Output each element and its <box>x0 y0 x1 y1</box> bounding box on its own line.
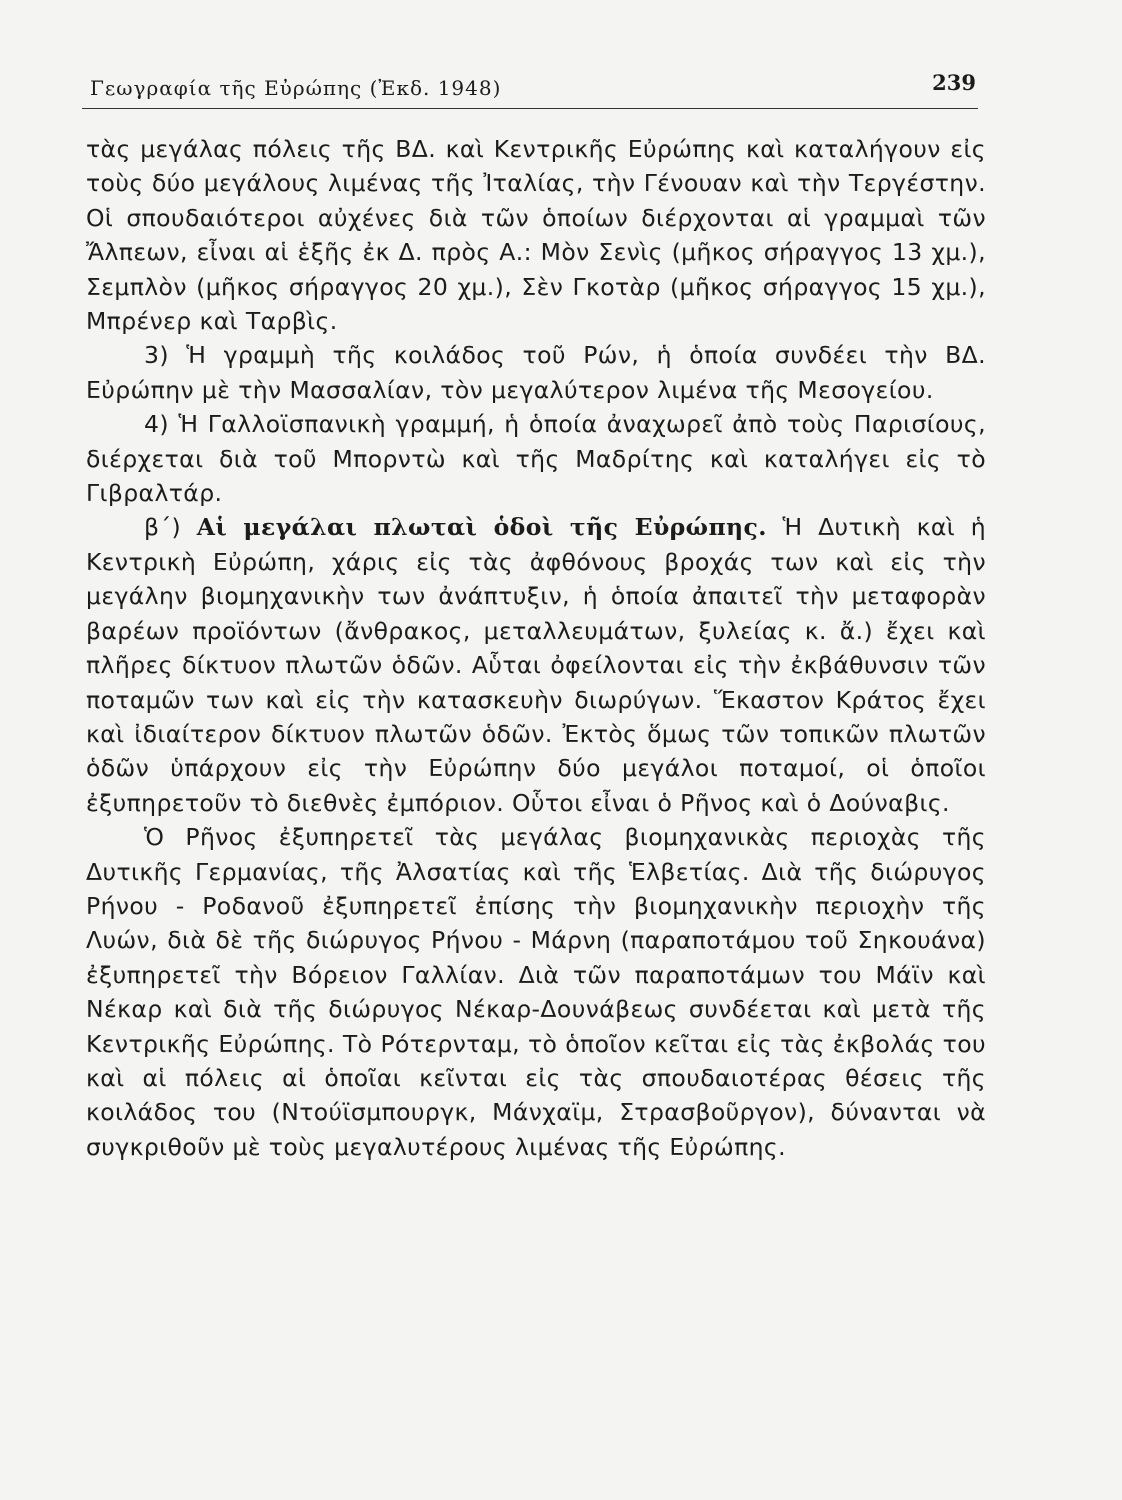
page-number: 239 <box>932 70 976 95</box>
section-heading: Αἱ μεγάλαι πλωταὶ ὁδοὶ τῆς Εὐρώπης. <box>196 513 767 542</box>
paragraph-4 <box>86 510 986 820</box>
running-title: Γεωγραφία τῆς Εὐρώπης (Ἐκδ. 1948) <box>90 76 502 100</box>
section-marker: β΄) <box>144 513 197 542</box>
paragraph-5: Ὁ Ρῆνος ἐξυπηρετεῖ τὰς μεγάλας βιομηχανικὰς περιοχὰς τῆς Δυτικῆς Γερμανίας, τῆς Ἀλσατίας καὶ τῆς Ἑλβετίας. Διὰ τῆς διώρυγος Ρήνου - Ροδανοῦ ἐξυπηρετεῖ ἐπίσης τὴν βιομηχανικὴν περιοχὴν τῆς Λυών, διὰ δὲ τῆς διώρυγος Ρήνου - Μάρνη (παραποτάμου τοῦ Σηκουάνα) ἐξυπηρετεῖ τὴν Βόρειον Γαλλίαν. Διὰ τῶν παραποτάμων του Μάϊν καὶ Νέκαρ καὶ διὰ τῆς διώρυγος Νέκαρ-Δουνάβεως συνδέεται καὶ μετὰ τῆς Κεντρικῆς Εὐρώπης. Τὸ Ρότερνταμ, τὸ ὁποῖον κεῖται εἰς τὰς ἐκβολάς του καὶ αἱ πόλεις αἱ ὁποῖαι κεῖνται εἰς τὰς σπουδαιοτέρας θέσεις τῆς κοιλάδος του (Ντούϊσμπουργκ, Μάνχαϊμ, Στρασβοῦργον), δύνανται νὰ συγκριθοῦν μὲ τοὺς μεγαλυτέρους λιμένας τῆς Εὐρώπης. <box>86 823 986 1161</box>
paragraph-4-text: Ἡ Δυτικὴ καὶ ἡ Κεντρικὴ Εὐρώπη, χάρις εἰς τὰς ἀφθόνους βροχάς των καὶ εἰς τὴν μεγάλην βιομηχανικὴν των ἀνάπτυξιν, ἡ ὁποία ἀπαιτεῖ τὴν μεταφορὰν βαρέων προϊόντων (ἄνθρακος, μεταλλευμάτων, ξυλείας κ. ἄ.) ἔχει καὶ πλῆρες δίκτυον πλωτῶν ὁδῶν. Αὗται ὀφείλονται εἰς τὴν ἐκβάθυνσιν τῶν ποταμῶν των καὶ εἰς τὴν κατασκευὴν διωρύγων. Ἕκαστον Κράτος ἔχει καὶ ἰδιαίτερον δίκτυον πλωτῶν ὁδῶν. Ἐκτὸς ὅμως τῶν τοπικῶν πλωτῶν ὁδῶν ὑπάρχουν εἰς τὴν Εὐρώπην δύο μεγάλοι ποταμοί, οἱ ὁποῖοι ἐξυπηρετοῦν τὸ διεθνὲς ἐμπόριον. Οὗτοι εἶναι ὁ Ρῆνος καὶ ὁ Δούναβις. <box>86 513 986 817</box>
paragraph-3: 4) Ἡ Γαλλοϊσπανικὴ γραμμή, ἡ ὁποία ἀναχωρεῖ ἀπὸ τοὺς Παρισίους, διέρχεται διὰ τοῦ Μπορντὼ καὶ τῆς Μαδρίτης καὶ καταλήγει εἰς τὸ Γιβραλτάρ. <box>86 410 986 508</box>
header-divider <box>82 108 978 109</box>
paragraph-1: τὰς μεγάλας πόλεις τῆς ΒΔ. καὶ Κεντρικῆς Εὐρώπης καὶ καταλήγουν εἰς τοὺς δύο μεγάλους λιμένας τῆς Ἰταλίας, τὴν Γένουαν καὶ τὴν Τεργέστην. Οἱ σπουδαιότεροι αὐχένες διὰ τῶν ὁποίων διέρχονται αἱ γραμμαὶ τῶν Ἄλπεων, εἶναι αἱ ἑξῆς ἐκ Δ. πρὸς Α.: Μὸν Σενὶς (μῆκος σήραγγος 13 χμ.), Σεμπλὸν (μῆκος σήραγγος 20 χμ.), Σὲν Γκοτὰρ (μῆκος σήραγγος 15 χμ.), Μπρένερ καὶ Ταρβὶς. <box>86 135 986 336</box>
body-text <box>86 132 986 1164</box>
page-header <box>82 70 978 104</box>
paragraph-2: 3) Ἡ γραμμὴ τῆς κοιλάδος τοῦ Ρών, ἡ ὁποία συνδέει τὴν ΒΔ. Εὐρώπην μὲ τὴν Μασσαλίαν, τὸν μεγαλύτερον λιμένα τῆς Μεσογείου. <box>86 341 986 404</box>
